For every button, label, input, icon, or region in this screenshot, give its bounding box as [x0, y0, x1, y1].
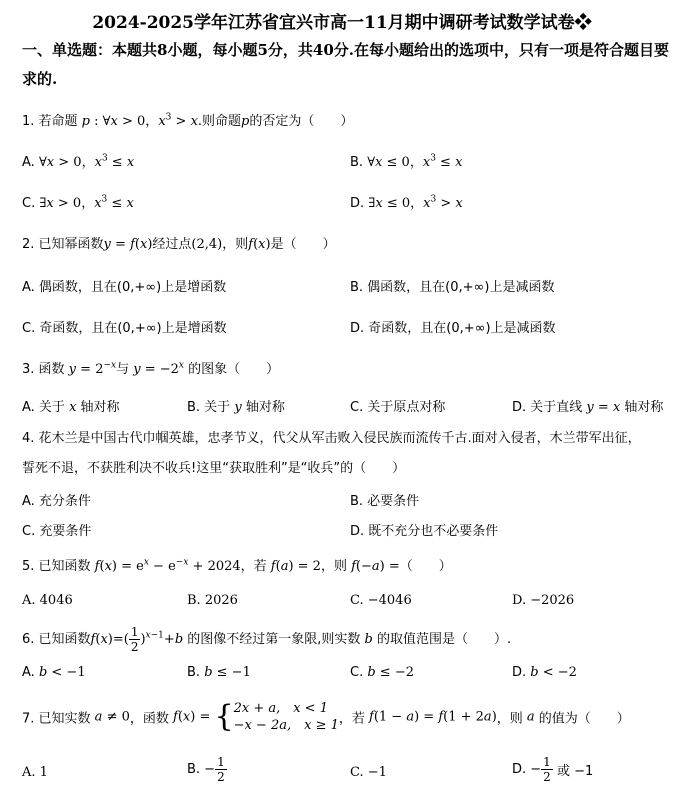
question-1-stem: 1. 若命题 p : ∀x > 0，$x^3 > x$.则命题p的否定为（ ） [22, 112, 354, 129]
q2-option-a[interactable]: A. 偶函数，且在(0,+∞)上是增函数 [22, 280, 227, 295]
q1-option-a[interactable]: A. ∀x > 0，$x^3 \le x$ [22, 153, 135, 170]
question-3-stem: 3. 函数 $y = 2^{-x}$与 $y = -2^x$ 的图象（ ） [22, 360, 280, 377]
question-4-stem-line2: 誓死不退，不获胜利决不收兵!这里“获取胜利”是“收兵”的（ ） [22, 461, 406, 476]
question-6-stem: 6. 已知函数f(x)=( $\frac{1}{2}$ )$^{x-1}$+b 的图像不经过第一象限,则实数 b 的取值范围是（ ）. [22, 625, 512, 654]
q2-option-d[interactable]: D. 奇函数，且在(0,+∞)上是减函数 [350, 321, 556, 336]
exam-title: 2024-2025学年江苏省宜兴市高一11月期中调研考试数学试卷❖ [92, 13, 592, 33]
q3-option-c[interactable]: C. 关于原点对称 [350, 400, 446, 415]
question-4-stem-line1: 4. 花木兰是中国古代巾帼英雄，忠孝节义，代父从军击败入侵民族而流传千古.面对入侵者，木兰带军出征， [22, 431, 641, 446]
q5-option-b[interactable]: B. 2026 [187, 593, 238, 608]
q4-option-c[interactable]: C. 充要条件 [22, 524, 92, 539]
q2-option-c[interactable]: C. 奇函数，且在(0,+∞)上是增函数 [22, 321, 227, 336]
q6-option-c[interactable]: C. b ≤ −2 [350, 665, 414, 680]
q3-option-d[interactable]: D. 关于直线 y = x 轴对称 [512, 400, 664, 415]
q4-option-b[interactable]: B. 必要条件 [350, 494, 420, 509]
q7-option-a[interactable]: A. 1 [22, 765, 48, 780]
q7-option-c[interactable]: C. −1 [350, 765, 387, 780]
q3-option-b[interactable]: B. 关于 y 轴对称 [187, 400, 285, 415]
q6-option-a[interactable]: A. b < −1 [22, 665, 86, 680]
question-5-stem: 5. 已知函数 $f(x) = e^x - e^{-x} + 2024$，若 f(a) = 2，则 f(−a) =（ ） [22, 557, 452, 574]
q1-option-d[interactable]: D. ∃x ≤ 0，$x^3 > x$ [350, 194, 463, 211]
q5-option-a[interactable]: A. 4046 [22, 593, 73, 608]
q7-option-d[interactable]: D. − $\frac{1}{2}$ 或 −1 [512, 755, 594, 784]
q1-option-c[interactable]: C. ∃x > 0，$x^3 \le x$ [22, 194, 134, 211]
section-heading: 一、单选题：本题共8小题，每小题5分，共40分.在每小题给出的选项中，只有一项是符合题目要求的. [22, 41, 669, 88]
q1-option-b[interactable]: B. ∀x ≤ 0，$x^3 \le x$ [350, 153, 463, 170]
q5-option-d[interactable]: D. −2026 [512, 593, 575, 608]
q7-option-b[interactable]: B. − $\frac{1}{2}$ [187, 755, 225, 784]
q4-option-d[interactable]: D. 既不充分也不必要条件 [350, 524, 499, 539]
q6-option-b[interactable]: B. b ≤ −1 [187, 665, 251, 680]
q2-option-b[interactable]: B. 偶函数，且在(0,+∞)上是减函数 [350, 280, 555, 295]
question-7-stem: 7. 已知实数 a ≠ 0，函数 f(x) = { 2x + a, x < 1 −x − 2a, x ≥ 1 ，若 f(1 − a) = f(1 + 2a)，则 a 的值为（ ） [22, 699, 630, 734]
q4-option-a[interactable]: A. 充分条件 [22, 494, 91, 509]
q3-option-a[interactable]: A. 关于 x 轴对称 [22, 400, 120, 415]
q5-option-c[interactable]: C. −4046 [350, 593, 412, 608]
q6-option-d[interactable]: D. b < −2 [512, 665, 577, 680]
question-2-stem: 2. 已知幂函数y = f(x)经过点(2,4)，则f(x)是（ ） [22, 237, 336, 252]
